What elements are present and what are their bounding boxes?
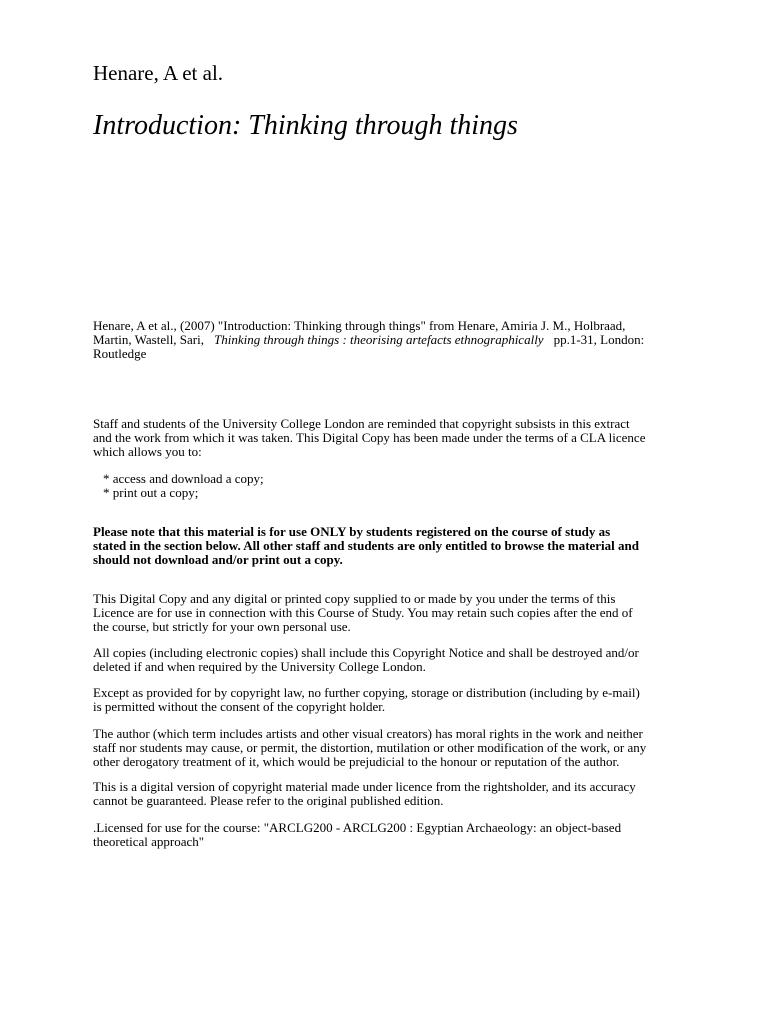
paragraph-line: deleted if and when required by the University College London.: [93, 659, 426, 674]
list-item: * access and download a copy;: [103, 471, 264, 486]
citation-line: Routledge: [93, 346, 147, 361]
citation-book-title: Thinking through things : theorising artefacts ethnographically: [214, 332, 544, 347]
list-item: * print out a copy;: [103, 485, 199, 500]
bold-notice-line: stated in the section below. All other staff and students are only entitled to browse the material and: [93, 538, 639, 553]
permissions-list: [93, 472, 693, 500]
except-paragraph: [93, 686, 693, 714]
page-title: Introduction: Thinking through things: [93, 110, 518, 141]
citation-authors: Martin, Wastell, Sari,: [93, 332, 205, 347]
bold-notice-line: should not download and/or print out a copy.: [93, 552, 343, 567]
course-licence-paragraph: [93, 821, 693, 849]
citation-line: Henare, A et al., (2007) "Introduction: Thinking through things" from Henare, Amiria J. M., Holbraad,: [93, 318, 626, 333]
paragraph-line: This Digital Copy and any digital or printed copy supplied to or made by you under the terms of this: [93, 591, 616, 606]
paragraph-line: the course, but strictly for your own personal use.: [93, 619, 351, 634]
copyright-intro-line: and the work from which it was taken. This Digital Copy has been made under the terms of a CLA licence: [93, 430, 646, 445]
paragraph-line: cannot be guaranteed. Please refer to the original published edition.: [93, 793, 444, 808]
paragraph-line: This is a digital version of copyright material made under licence from the rightsholder, and its accuracy: [93, 779, 636, 794]
copyright-intro-line: Staff and students of the University College London are reminded that copyright subsists in this extract: [93, 416, 630, 431]
bold-notice: [93, 525, 693, 567]
citation-pages: pp.1-31, London:: [553, 332, 645, 347]
paragraph-line: is permitted without the consent of the copyright holder.: [93, 699, 386, 714]
paragraph-line: Licence are for use in connection with this Course of Study. You may retain such copies after the end of: [93, 605, 633, 620]
paragraph-line: staff nor students may cause, or permit, the distortion, mutilation or other modification of the work, or any: [93, 740, 647, 755]
all-copies-paragraph: [93, 646, 693, 674]
paragraph-line: The author (which term includes artists and other visual creators) has moral rights in the work and neither: [93, 726, 643, 741]
citation-line: [93, 333, 693, 347]
copyright-intro-line: which allows you to:: [93, 444, 202, 459]
digital-copy-paragraph: [93, 592, 693, 634]
paragraph-line: .Licensed for use for the course: "ARCLG200 - ARCLG200 : Egyptian Archaeology: an object-based: [93, 820, 622, 835]
copyright-intro: [93, 417, 693, 459]
bold-notice-line: Please note that this material is for use ONLY by students registered on the course of study as: [93, 524, 611, 539]
citation: [93, 319, 693, 361]
paragraph-line: Except as provided for by copyright law, no further copying, storage or distribution (including by e-mail): [93, 685, 640, 700]
moral-rights-paragraph: [93, 727, 693, 769]
author-heading: Henare, A et al.: [93, 61, 224, 85]
paragraph-line: All copies (including electronic copies) shall include this Copyright Notice and shall be destroyed and/or: [93, 645, 639, 660]
paragraph-line: theoretical approach": [93, 834, 205, 849]
paragraph-line: other derogatory treatment of it, which would be prejudicial to the honour or reputation of the author.: [93, 754, 620, 769]
digital-version-paragraph: [93, 780, 693, 808]
